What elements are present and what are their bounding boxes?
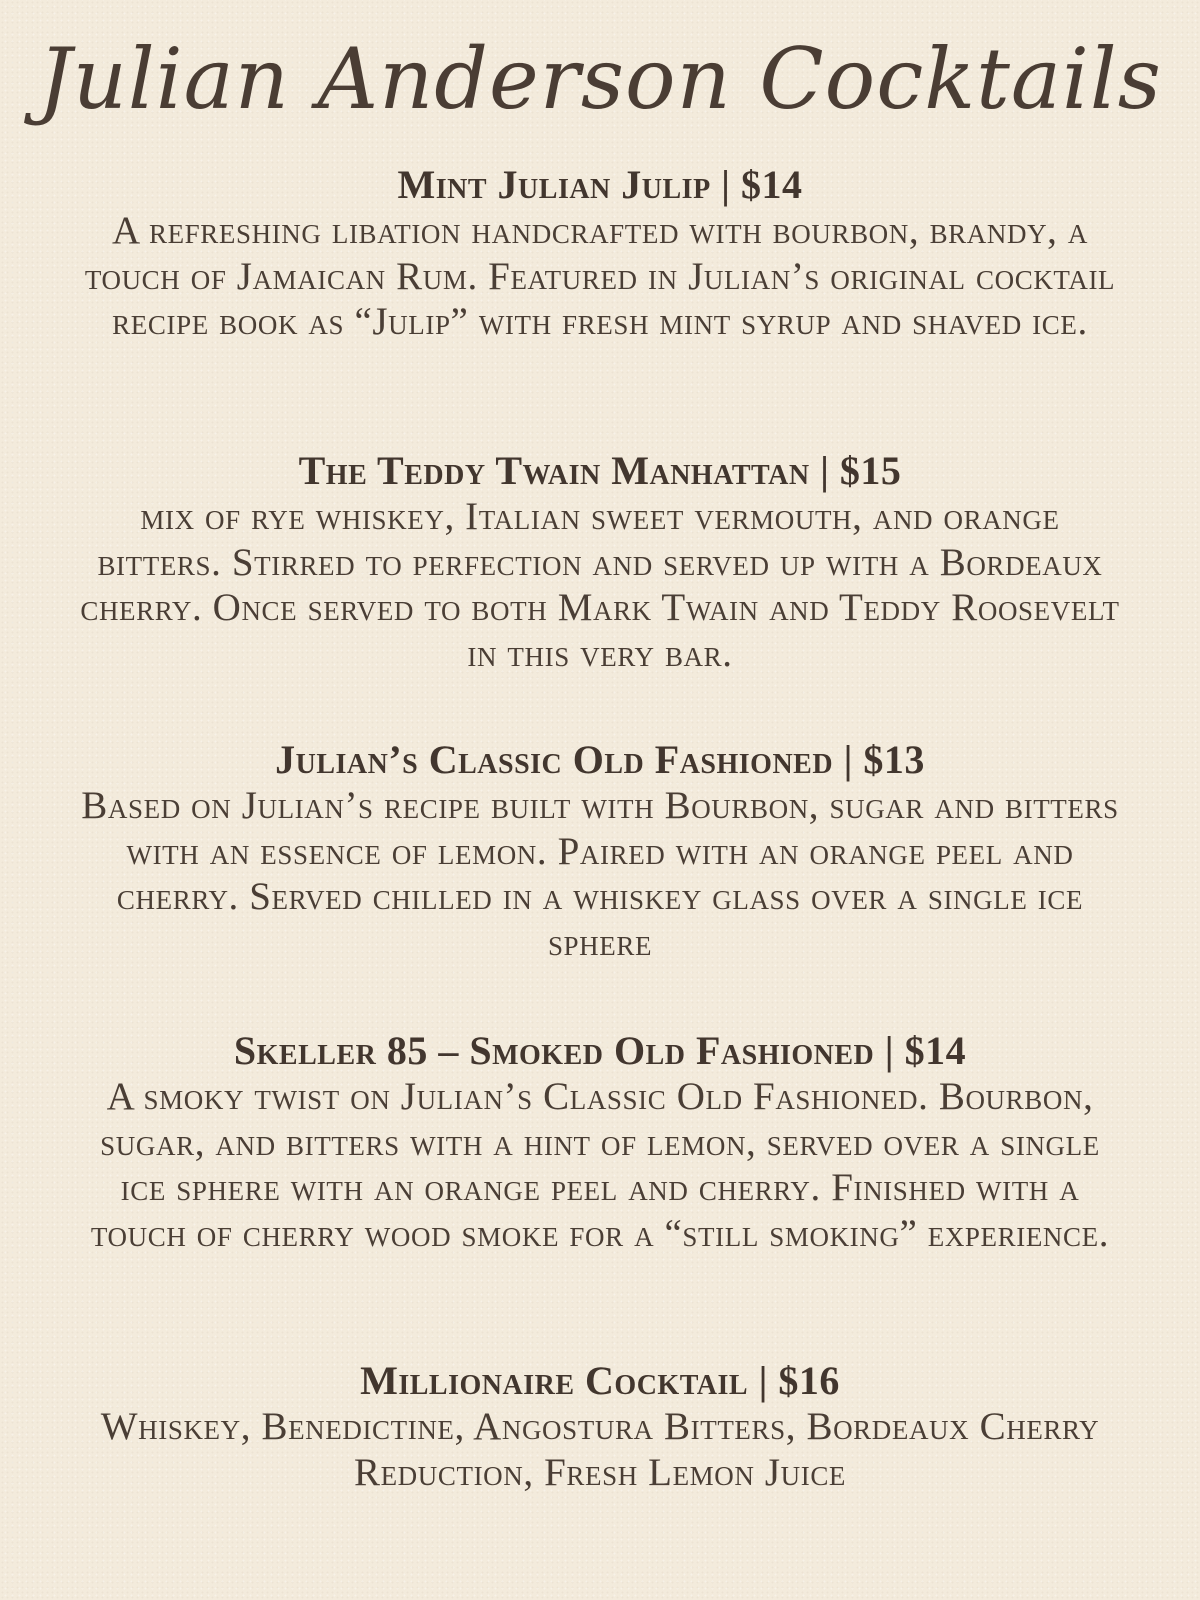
menu-item-mint-julian-julip — [80, 162, 1120, 345]
menu-title: Julian Anderson Cocktails — [38, 30, 1162, 128]
item-description: mix of rye whiskey, Italian sweet vermouth, and orange bitters. Stirred to perfection and served up with a Bordeaux cherry. Once served to both Mark Twain and Teddy Roosevelt in this very bar. — [80, 495, 1120, 675]
item-heading: The Teddy Twain Manhattan | $15 — [298, 448, 902, 493]
item-heading: Skeller 85 – Smoked Old Fashioned | $14 — [233, 1028, 967, 1073]
menu-item-millionaire-cocktail — [80, 1358, 1120, 1495]
item-heading: Julian’s Classic Old Fashioned | $13 — [275, 737, 925, 782]
menu-item-smoked-old-fashioned — [80, 1028, 1120, 1256]
item-description: A refreshing libation handcrafted with bourbon, brandy, a touch of Jamaican Rum. Featured in Julian’s original cocktail recipe book as “Julip” with fresh mint syrup and shaved ice. — [84, 209, 1116, 343]
item-description: A smoky twist on Julian’s Classic Old Fashioned. Bourbon, sugar, and bitters with a hint of lemon, served over a single ice sphere with an orange peel and cherry. Finished with a touch of cherry wood smoke for a “still smoking” experience. — [90, 1075, 1110, 1255]
item-description: Based on Julian’s recipe built with Bourbon, sugar and bitters with an essence of lemon. Paired with an orange peel and cherry. Served chilled in a whiskey glass over a single ice sphere — [81, 784, 1119, 964]
menu-item-teddy-twain-manhattan — [80, 448, 1120, 676]
item-heading: Millionaire Cocktail | $16 — [360, 1358, 840, 1403]
item-description: Whiskey, Benedictine, Angostura Bitters, Bordeaux Cherry Reduction, Fresh Lemon Juice — [100, 1405, 1100, 1494]
item-heading: Mint Julian Julip | $14 — [397, 162, 803, 207]
menu-item-classic-old-fashioned — [80, 737, 1120, 965]
